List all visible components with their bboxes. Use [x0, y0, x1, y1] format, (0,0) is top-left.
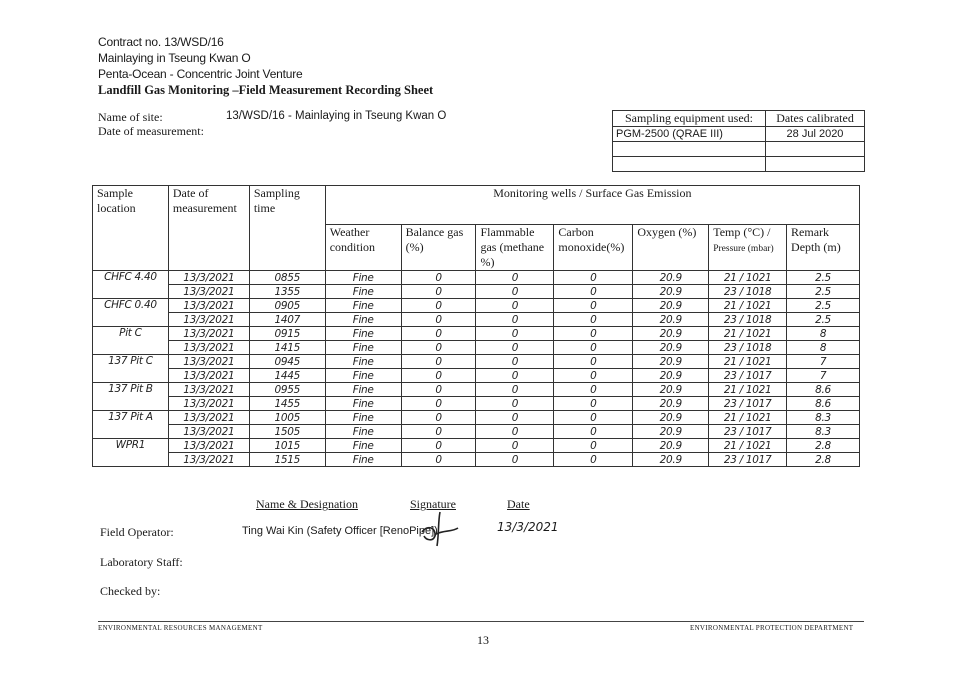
equipment-header: Sampling equipment used: — [613, 111, 766, 127]
date-cell: 13/3/2021 — [168, 313, 249, 327]
name-designation-heading: Name & Designation — [256, 497, 358, 511]
temp-pressure-cell: 21 / 1021 — [709, 411, 787, 425]
balance-gas-cell: 0 — [401, 369, 476, 383]
table-row — [93, 453, 860, 467]
signature-mark — [418, 510, 462, 548]
location-cell: 137 Pit C — [93, 355, 169, 383]
flammable-gas-cell: 0 — [476, 411, 554, 425]
time-cell: 1407 — [249, 313, 325, 327]
header-carbon-monoxide: Carbon monoxide(%) — [554, 225, 633, 271]
calibration-cell: 28 Jul 2020 — [766, 127, 865, 142]
co-cell: 0 — [554, 299, 633, 313]
table-row — [93, 439, 860, 453]
flammable-gas-cell: 0 — [476, 285, 554, 299]
date-heading: Date — [507, 497, 530, 511]
table-row — [93, 397, 860, 411]
weather-cell: Fine — [325, 271, 401, 285]
temp-pressure-cell: 21 / 1021 — [709, 383, 787, 397]
co-cell: 0 — [554, 271, 633, 285]
weather-cell: Fine — [325, 383, 401, 397]
header-weather: Weather condition — [325, 225, 401, 271]
weather-cell: Fine — [325, 397, 401, 411]
depth-cell: 2.5 — [787, 285, 860, 299]
date-cell: 13/3/2021 — [168, 355, 249, 369]
measurement-table — [92, 185, 860, 467]
co-cell: 0 — [554, 411, 633, 425]
header-pressure: Pressure (mbar) — [713, 244, 774, 254]
balance-gas-cell: 0 — [401, 271, 476, 285]
date-cell: 13/3/2021 — [168, 453, 249, 467]
location-cell: CHFC 4.40 — [93, 271, 169, 299]
location-cell: Pit C — [93, 327, 169, 355]
balance-gas-cell: 0 — [401, 425, 476, 439]
temp-pressure-cell: 23 / 1018 — [709, 313, 787, 327]
checked-by-label: Checked by: — [100, 584, 161, 598]
time-cell: 0915 — [249, 327, 325, 341]
equipment-cell — [613, 142, 766, 157]
flammable-gas-cell: 0 — [476, 327, 554, 341]
table-row — [93, 425, 860, 439]
balance-gas-cell: 0 — [401, 355, 476, 369]
project-line: Mainlaying in Tseung Kwan O — [98, 51, 251, 65]
co-cell: 0 — [554, 369, 633, 383]
temp-pressure-cell: 23 / 1017 — [709, 397, 787, 411]
co-cell: 0 — [554, 327, 633, 341]
co-cell: 0 — [554, 355, 633, 369]
oxygen-cell: 20.9 — [633, 299, 709, 313]
co-cell: 0 — [554, 313, 633, 327]
flammable-gas-cell: 0 — [476, 453, 554, 467]
laboratory-staff-label: Laboratory Staff: — [100, 555, 183, 569]
co-cell: 0 — [554, 285, 633, 299]
equipment-cell — [613, 157, 766, 172]
temp-pressure-cell: 23 / 1018 — [709, 285, 787, 299]
field-operator-name: Ting Wai Kin (Safety Officer [RenoPipe]) — [242, 525, 438, 537]
time-cell: 0905 — [249, 299, 325, 313]
flammable-gas-cell: 0 — [476, 397, 554, 411]
location-cell: 137 Pit A — [93, 411, 169, 439]
table-row — [93, 355, 860, 369]
co-cell: 0 — [554, 383, 633, 397]
co-cell: 0 — [554, 453, 633, 467]
temp-pressure-cell: 23 / 1018 — [709, 341, 787, 355]
date-cell: 13/3/2021 — [168, 271, 249, 285]
table-row — [93, 411, 860, 425]
date-cell: 13/3/2021 — [168, 327, 249, 341]
balance-gas-cell: 0 — [401, 327, 476, 341]
header-remark-depth: Remark Depth (m) — [787, 225, 860, 271]
oxygen-cell: 20.9 — [633, 383, 709, 397]
flammable-gas-cell: 0 — [476, 439, 554, 453]
temp-pressure-cell: 23 / 1017 — [709, 369, 787, 383]
time-cell: 1355 — [249, 285, 325, 299]
location-cell: WPR1 — [93, 439, 169, 467]
table-row — [93, 285, 860, 299]
header-date: Date of measurement — [168, 186, 249, 271]
temp-pressure-cell: 23 / 1017 — [709, 425, 787, 439]
site-name-label: Name of site: — [98, 110, 163, 124]
site-name-value: 13/WSD/16 - Mainlaying in Tseung Kwan O — [226, 110, 447, 122]
weather-cell: Fine — [325, 411, 401, 425]
flammable-gas-cell: 0 — [476, 383, 554, 397]
balance-gas-cell: 0 — [401, 313, 476, 327]
table-row — [93, 313, 860, 327]
depth-cell: 8 — [787, 327, 860, 341]
co-cell: 0 — [554, 439, 633, 453]
balance-gas-cell: 0 — [401, 397, 476, 411]
oxygen-cell: 20.9 — [633, 355, 709, 369]
oxygen-cell: 20.9 — [633, 285, 709, 299]
date-cell: 13/3/2021 — [168, 369, 249, 383]
weather-cell: Fine — [325, 341, 401, 355]
balance-gas-cell: 0 — [401, 341, 476, 355]
balance-gas-cell: 0 — [401, 411, 476, 425]
time-cell: 1445 — [249, 369, 325, 383]
header-temp: Temp (°C) / — [713, 225, 771, 239]
header-temp-pressure — [709, 225, 787, 271]
table-row — [93, 341, 860, 355]
oxygen-cell: 20.9 — [633, 327, 709, 341]
time-cell: 1415 — [249, 341, 325, 355]
balance-gas-cell: 0 — [401, 299, 476, 313]
temp-pressure-cell: 23 / 1017 — [709, 453, 787, 467]
temp-pressure-cell: 21 / 1021 — [709, 271, 787, 285]
oxygen-cell: 20.9 — [633, 439, 709, 453]
table-row — [93, 369, 860, 383]
weather-cell: Fine — [325, 439, 401, 453]
table-row — [93, 271, 860, 285]
date-cell: 13/3/2021 — [168, 397, 249, 411]
calibration-cell — [766, 142, 865, 157]
location-cell: 137 Pit B — [93, 383, 169, 411]
header-flammable-gas: Flammable gas (methane %) — [476, 225, 554, 271]
oxygen-cell: 20.9 — [633, 341, 709, 355]
depth-cell: 8.3 — [787, 425, 860, 439]
equipment-table — [612, 110, 865, 172]
oxygen-cell: 20.9 — [633, 369, 709, 383]
header-sampling-time: Sampling time — [249, 186, 325, 271]
date-cell: 13/3/2021 — [168, 439, 249, 453]
signature-heading: Signature — [410, 497, 456, 511]
contractor-line: Penta-Ocean - Concentric Joint Venture — [98, 67, 303, 81]
header-balance-gas: Balance gas (%) — [401, 225, 476, 271]
depth-cell: 2.8 — [787, 453, 860, 467]
date-cell: 13/3/2021 — [168, 425, 249, 439]
time-cell: 1015 — [249, 439, 325, 453]
depth-cell: 2.8 — [787, 439, 860, 453]
flammable-gas-cell: 0 — [476, 425, 554, 439]
temp-pressure-cell: 21 / 1021 — [709, 355, 787, 369]
location-cell: CHFC 0.40 — [93, 299, 169, 327]
contract-line: Contract no. 13/WSD/16 — [98, 35, 224, 49]
flammable-gas-cell: 0 — [476, 369, 554, 383]
page-number: 13 — [477, 633, 489, 647]
document-title: Landfill Gas Monitoring –Field Measurement Recording Sheet — [98, 83, 434, 97]
depth-cell: 8.3 — [787, 411, 860, 425]
depth-cell: 2.5 — [787, 271, 860, 285]
date-cell: 13/3/2021 — [168, 341, 249, 355]
weather-cell: Fine — [325, 369, 401, 383]
oxygen-cell: 20.9 — [633, 411, 709, 425]
weather-cell: Fine — [325, 425, 401, 439]
time-cell: 1515 — [249, 453, 325, 467]
oxygen-cell: 20.9 — [633, 313, 709, 327]
header-monitoring-group: Monitoring wells / Surface Gas Emission — [325, 186, 859, 225]
document-header — [98, 34, 433, 98]
flammable-gas-cell: 0 — [476, 299, 554, 313]
time-cell: 0855 — [249, 271, 325, 285]
time-cell: 1005 — [249, 411, 325, 425]
co-cell: 0 — [554, 397, 633, 411]
depth-cell: 8.6 — [787, 397, 860, 411]
flammable-gas-cell: 0 — [476, 271, 554, 285]
depth-cell: 7 — [787, 369, 860, 383]
weather-cell: Fine — [325, 313, 401, 327]
time-cell: 1455 — [249, 397, 325, 411]
co-cell: 0 — [554, 425, 633, 439]
time-cell: 1505 — [249, 425, 325, 439]
date-cell: 13/3/2021 — [168, 411, 249, 425]
date-measurement-label: Date of measurement: — [98, 124, 204, 138]
balance-gas-cell: 0 — [401, 439, 476, 453]
weather-cell: Fine — [325, 355, 401, 369]
field-operator-date: 13/3/2021 — [497, 520, 559, 534]
time-cell: 0945 — [249, 355, 325, 369]
time-cell: 0955 — [249, 383, 325, 397]
site-labels — [98, 110, 204, 138]
depth-cell: 7 — [787, 355, 860, 369]
oxygen-cell: 20.9 — [633, 425, 709, 439]
table-row — [93, 327, 860, 341]
depth-cell: 2.5 — [787, 313, 860, 327]
co-cell: 0 — [554, 341, 633, 355]
temp-pressure-cell: 21 / 1021 — [709, 299, 787, 313]
balance-gas-cell: 0 — [401, 285, 476, 299]
depth-cell: 8.6 — [787, 383, 860, 397]
header-sample-location: Sample location — [93, 186, 169, 271]
oxygen-cell: 20.9 — [633, 397, 709, 411]
field-operator-label: Field Operator: — [100, 525, 174, 539]
table-row — [93, 299, 860, 313]
calibration-header: Dates calibrated — [766, 111, 865, 127]
calibration-cell — [766, 157, 865, 172]
footer-divider — [98, 621, 864, 622]
footer-right: ENVIRONMENTAL PROTECTION DEPARTMENT — [690, 624, 854, 632]
temp-pressure-cell: 21 / 1021 — [709, 439, 787, 453]
weather-cell: Fine — [325, 327, 401, 341]
flammable-gas-cell: 0 — [476, 341, 554, 355]
table-row — [93, 383, 860, 397]
flammable-gas-cell: 0 — [476, 355, 554, 369]
date-cell: 13/3/2021 — [168, 285, 249, 299]
temp-pressure-cell: 21 / 1021 — [709, 327, 787, 341]
balance-gas-cell: 0 — [401, 453, 476, 467]
flammable-gas-cell: 0 — [476, 313, 554, 327]
balance-gas-cell: 0 — [401, 383, 476, 397]
weather-cell: Fine — [325, 285, 401, 299]
weather-cell: Fine — [325, 453, 401, 467]
header-oxygen: Oxygen (%) — [633, 225, 709, 271]
equipment-cell: PGM-2500 (QRAE III) — [613, 127, 766, 142]
weather-cell: Fine — [325, 299, 401, 313]
date-cell: 13/3/2021 — [168, 383, 249, 397]
oxygen-cell: 20.9 — [633, 453, 709, 467]
oxygen-cell: 20.9 — [633, 271, 709, 285]
date-cell: 13/3/2021 — [168, 299, 249, 313]
depth-cell: 2.5 — [787, 299, 860, 313]
footer-left: ENVIRONMENTAL RESOURCES MANAGEMENT — [98, 624, 263, 632]
depth-cell: 8 — [787, 341, 860, 355]
